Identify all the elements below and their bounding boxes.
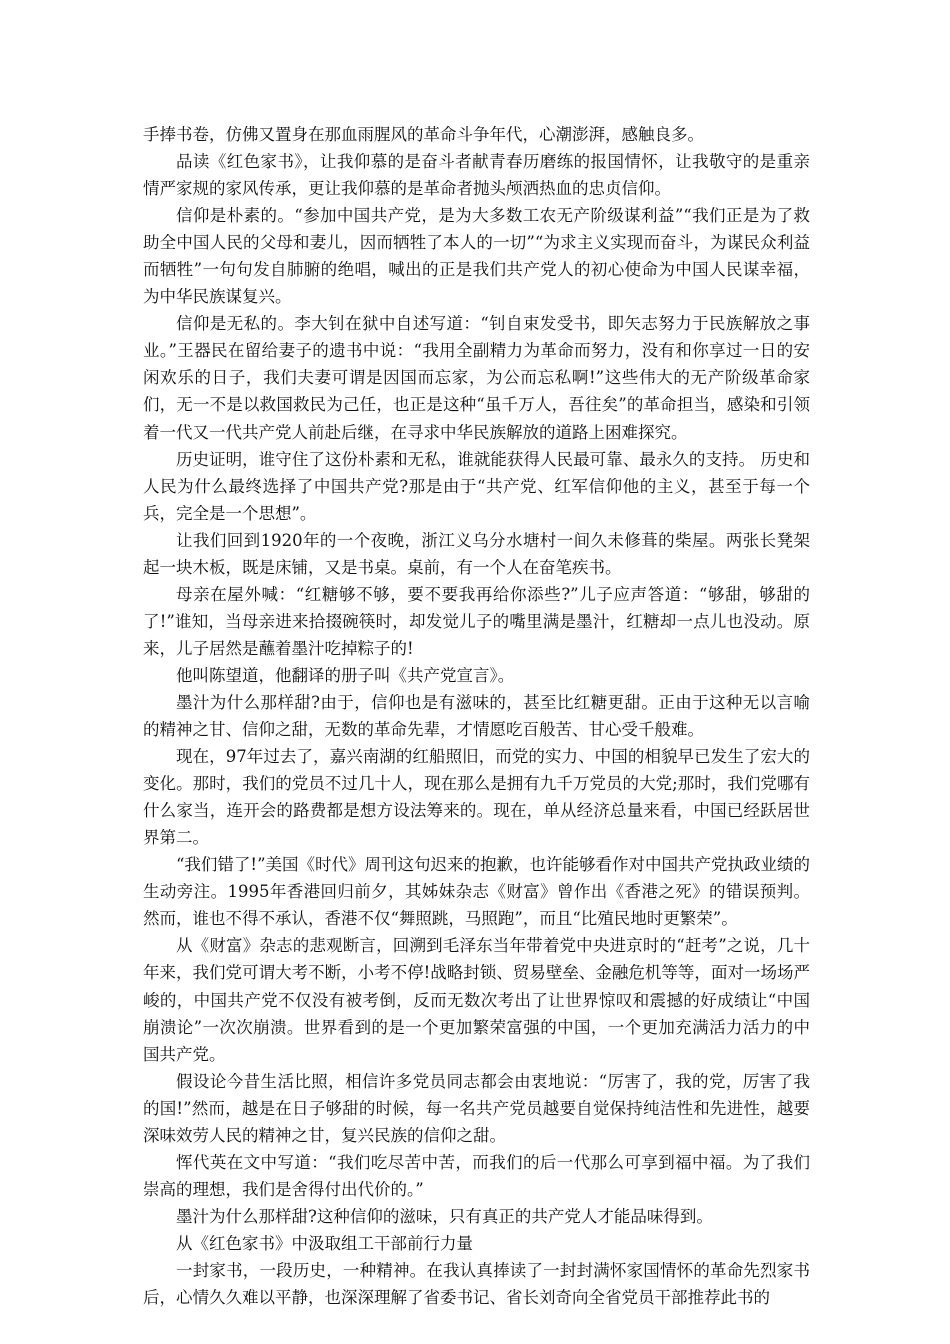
paragraph-2: 品读《红色家书》，让我仰慕的是奋斗者献青春历磨练的报国情怀，让我敬守的是重亲情严家规的家风传承，更让我仰慕的是革命者抛头颅洒热血的忠贞信仰。 [143, 152, 810, 199]
paragraph-5: 历史证明，谁守住了这份朴素和无私，谁就能获得人民最可靠、最永久的支持。 历史和人民为什么最终选择了中国共产党?那是由于“共产党、红军信仰他的主义，甚至于每一个兵，完全是一个思想”。 [143, 449, 810, 523]
paragraph-6: 让我们回到1920年的一个夜晚，浙江义乌分水塘村一间久未修葺的柴屋。两张长凳架起一块木板，既是床铺，又是书桌。桌前，有一个人在奋笔疾书。 [143, 530, 810, 577]
paragraph-8: 他叫陈望道，他翻译的册子叫《共产党宣言》。 [176, 665, 515, 685]
paragraph-11: “我们错了!”美国《时代》周刊这句迟来的抱歉，也许能够看作对中国共产党执政业绩的生动旁注。1995年香港回归前夕，其姊妹杂志《财富》曾作出《香港之死》的错误预判。然而，谁也不得不承认，香港不仅“舞照跳，马照跑”，而且“比殖民地时更繁荣”。 [143, 855, 811, 929]
paragraph-1: 手捧书卷，仿佛又置身在那血雨腥风的革命斗争年代，心潮澎湃，感触良多。 [143, 125, 704, 144]
paragraph-12: 从《财富》杂志的悲观断言，回溯到毛泽东当年带着党中央进京时的“赶考”之说，几十年来，我们党可谓大考不断，小考不停!战略封锁、贸易壁垒、金融危机等等，面对一场场严峻的，中国共产党不仅没有被考倒，反而无数次考出了让世界惊叹和震撼的好成绩让“中国崩溃论”一次次崩溃。世界看到的是一个更加繁荣富强的中国，一个更加充满活力活力的中国共产党。 [143, 936, 810, 1064]
paragraph-4: 信仰是无私的。李大钊在狱中自述写道：“钊自束发受书，即矢志努力于民族解放之事业。”王器民在留给妻子的遗书中说：“我用全副精力为革命而努力，没有和你享过一日的安闲欢乐的日子，我们夫妻可谓是因国而忘家，为公而忘私啊!”这些伟大的无产阶级革命家们，无一不是以救国救民为己任，也正是这种“虽千万人，吾往矣”的革命担当，感染和引领着一代又一代共产党人前赴后继，在寻求中华民族解放的道路上困难探究。 [143, 314, 810, 442]
paragraph-13: 假设论今昔生活比照，相信许多党员同志都会由衷地说：“厉害了，我的党，厉害了我的国!”然而，越是在日子够甜的时候，每一名共产党员越要自觉保持纯洁性和先进性，越要深味效劳人民的精神之甘，复兴民族的信仰之甜。 [143, 1071, 810, 1145]
paragraph-7: 母亲在屋外喊：“红糖够不够，要不要我再给你添些?”儿子应声答道：“够甜，够甜的了!”谁知，当母亲进来拾掇碗筷时，却发觉儿子的嘴里满是墨汁，红糖却一点儿也没动。原来，儿子居然是蘸着墨汁吃掉粽子的! [143, 584, 810, 658]
paragraph-17: 一封家书，一段历史，一种精神。在我认真捧读了一封封满怀家国情怀的革命先烈家书后，心情久久难以平静，也深深理解了省委书记、省长刘奇向全省党员干部推荐此书的 [143, 1260, 810, 1308]
paragraph-10: 现在，97年过去了，嘉兴南湖的红船照旧，而党的实力、中国的相貌早已发生了宏大的变化。那时，我们的党员不过几十人，现在那么是拥有九千万党员的大党;那时，我们党哪有什么家当，连开会的路费都是想方设法筹来的。现在，单从经济总量来看，中国已经跃居世界第二。 [143, 747, 810, 848]
paragraph-9: 墨汁为什么那样甜?由于，信仰也是有滋味的，甚至比红糖更甜。正由于这种无以言喻的精神之甘、信仰之甜，无数的革命先辈，才情愿吃百般苦、甘心受千般难。 [143, 692, 810, 740]
paragraph-3: 信仰是朴素的。“参加中国共产党，是为大多数工农无产阶级谋利益”“我们正是为了救助全中国人民的父母和妻儿，因而牺牲了本人的一切”“为求主义实现而奋斗，为谋民众利益而牺牲”一句句发自肺腑的绝唱，喊出的正是我们共产党人的初心使命为中国人民谋幸福，为中华民族谋复兴。 [143, 206, 810, 307]
section-heading: 从《红色家书》中汲取组工干部前行力量 [176, 1233, 473, 1253]
paragraph-15: 墨汁为什么那样甜?这种信仰的滋味，只有真正的共产党人才能品味得到。 [176, 1206, 713, 1226]
paragraph-14: 恽代英在文中写道：“我们吃尽苦中苦，而我们的后一代那么可享到福中福。为了我们崇高的理想，我们是舍得付出代价的。” [143, 1152, 810, 1199]
document-page [143, 121, 810, 1311]
